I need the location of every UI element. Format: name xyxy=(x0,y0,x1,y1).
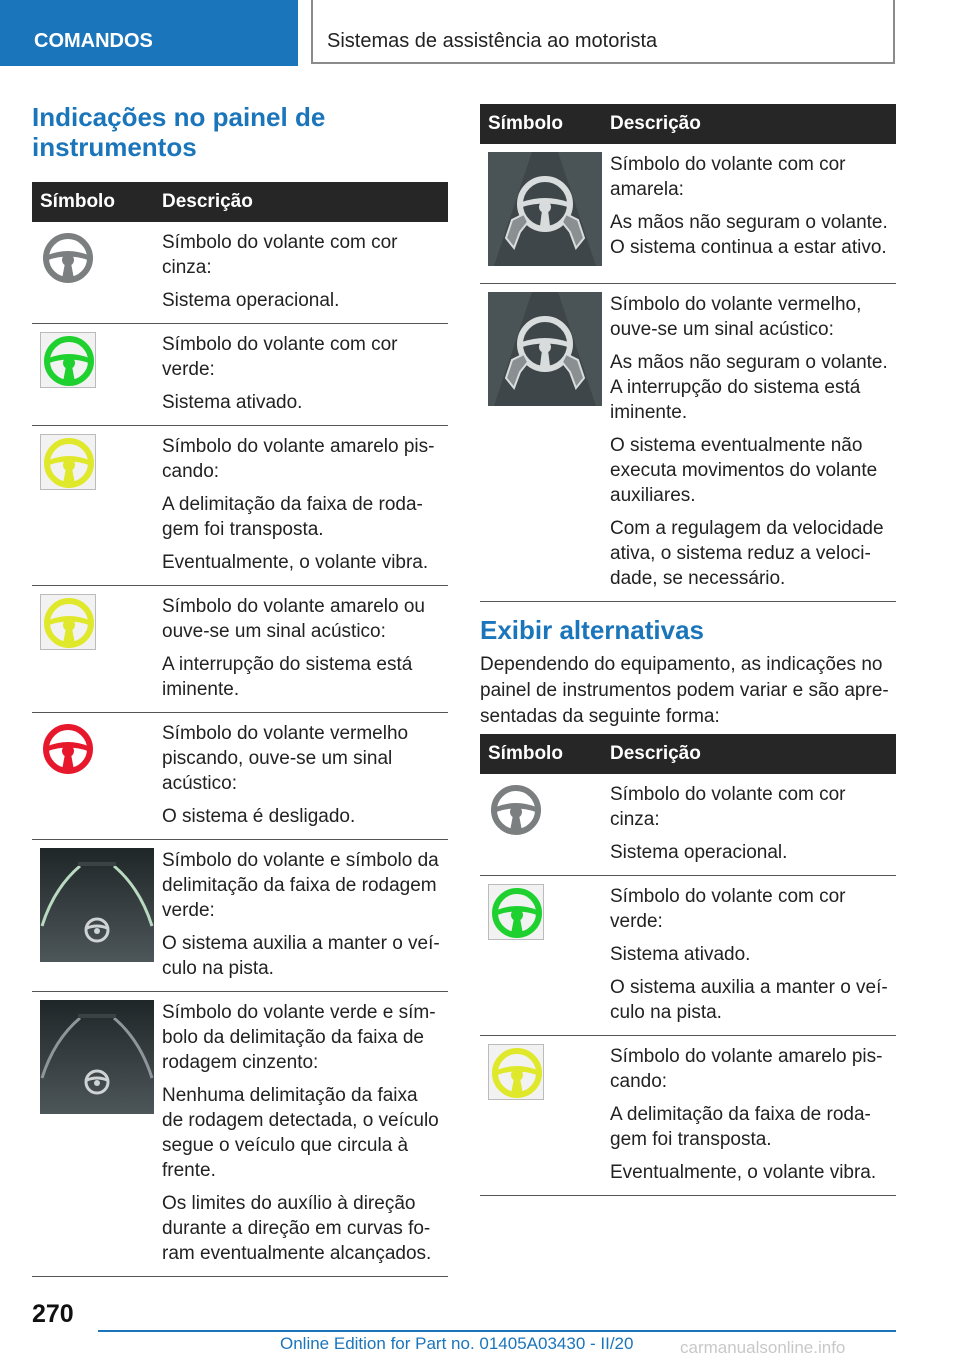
description-paragraph: Sistema ativado. xyxy=(610,944,751,965)
description-cell xyxy=(154,222,448,324)
steering-wheel-yellow-icon xyxy=(40,594,96,650)
intro-paragraph: Dependendo do equipamento, as indicações no painel de instrumentos podem variar e são apre-sentadas da seguinte forma: xyxy=(480,654,889,727)
description-paragraph: Símbolo do volante e símbolo da delimitação da faixa de rodagem verde: xyxy=(162,850,439,921)
table-row xyxy=(32,324,448,426)
description-cell xyxy=(602,876,896,1036)
description-cell xyxy=(602,284,896,602)
table-header-row xyxy=(32,182,448,222)
symbol-cell xyxy=(32,992,154,1277)
description-paragraph: A interrupção do sistema está iminente. xyxy=(162,654,413,700)
lane-green-steering-icon xyxy=(40,848,154,969)
symbol-cell xyxy=(480,774,602,876)
steering-wheel-yellow-flashing-icon xyxy=(40,434,96,490)
table-row xyxy=(32,426,448,586)
table-row xyxy=(32,222,448,324)
section-heading: Exibir alternativas xyxy=(480,615,704,645)
description-cell xyxy=(154,840,448,992)
description-paragraph: A delimitação da faixa de roda-gem foi transposta. xyxy=(162,494,423,540)
description-paragraph: Símbolo do volante com cor verde: xyxy=(610,886,846,932)
description-paragraph: Sistema operacional. xyxy=(162,290,340,311)
description-paragraph: Símbolo do volante verde e sím-bolo da delimitação da faixa de rodagem cinzento: xyxy=(162,1002,436,1073)
column-header-description: Descrição xyxy=(602,734,896,774)
description-cell xyxy=(154,992,448,1277)
symbol-table-hands-off xyxy=(480,104,896,602)
description-paragraph: Eventualmente, o volante vibra. xyxy=(610,1162,877,1183)
footer-divider xyxy=(98,1330,896,1332)
column-header-description: Descrição xyxy=(154,182,448,222)
column-header-symbol: Símbolo xyxy=(32,182,154,222)
description-paragraph: Símbolo do volante com cor amarela: xyxy=(610,154,846,200)
symbol-cell xyxy=(480,144,602,284)
symbol-cell xyxy=(480,1036,602,1196)
hands-off-red-icon xyxy=(488,292,602,413)
column-header-symbol: Símbolo xyxy=(480,734,602,774)
description-paragraph: O sistema é desligado. xyxy=(162,806,356,827)
description-paragraph: O sistema eventualmente não executa movimentos do volante auxiliares. xyxy=(610,435,878,506)
table-row xyxy=(480,774,896,876)
description-paragraph: Símbolo do volante amarelo pis-cando: xyxy=(610,1046,883,1092)
symbol-cell xyxy=(480,284,602,602)
page-title: Indicações no painel de instrumentos xyxy=(32,102,326,162)
description-cell xyxy=(602,774,896,876)
table-row xyxy=(32,586,448,713)
description-paragraph: Símbolo do volante com cor cinza: xyxy=(162,232,398,278)
description-paragraph: Nenhuma delimitação da faixa de rodagem detectada, o veículo segue o veículo que circula à frente. xyxy=(162,1085,439,1181)
description-paragraph: Símbolo do volante amarelo ou ouve-se um sinal acústico: xyxy=(162,596,425,642)
steering-wheel-red-icon xyxy=(40,721,96,777)
description-paragraph: Símbolo do volante com cor cinza: xyxy=(610,784,846,830)
symbol-cell xyxy=(32,840,154,992)
steering-wheel-green-icon xyxy=(40,332,96,388)
steering-wheel-yellow-flashing-icon xyxy=(488,1044,544,1100)
description-cell xyxy=(602,144,896,284)
description-paragraph: O sistema auxilia a manter o veí-culo na pista. xyxy=(610,977,888,1023)
page-number: 270 xyxy=(32,1300,74,1328)
lane-gray-steering-icon xyxy=(40,1000,154,1121)
symbol-cell xyxy=(32,586,154,713)
chapter-title: Sistemas de assistência ao motorista xyxy=(311,0,895,64)
steering-wheel-gray-icon xyxy=(40,230,96,286)
symbol-cell xyxy=(32,426,154,586)
table-row xyxy=(32,992,448,1277)
description-paragraph: As mãos não seguram o volante. A interrupção do sistema está iminente. xyxy=(610,352,888,423)
description-paragraph: Sistema operacional. xyxy=(610,842,788,863)
description-cell xyxy=(154,426,448,586)
table-row xyxy=(480,1036,896,1196)
symbol-cell xyxy=(32,222,154,324)
section-tab: COMANDOS xyxy=(0,0,298,66)
description-cell xyxy=(154,324,448,426)
table-row xyxy=(480,284,896,602)
symbol-cell xyxy=(32,713,154,840)
page-header xyxy=(0,0,960,66)
table-header-row xyxy=(480,104,896,144)
symbol-cell xyxy=(480,876,602,1036)
steering-wheel-gray-icon xyxy=(488,782,544,838)
description-paragraph: Os limites do auxílio à direção durante a direção em curvas fo-ram eventualmente alcançados. xyxy=(162,1193,432,1264)
description-cell xyxy=(602,1036,896,1196)
description-paragraph: As mãos não seguram o volante. O sistema continua a estar ativo. xyxy=(610,212,888,258)
description-cell xyxy=(154,586,448,713)
column-header-symbol: Símbolo xyxy=(480,104,602,144)
description-paragraph: Com a regulagem da velocidade ativa, o sistema reduz a veloci-dade, se necessário. xyxy=(610,518,884,589)
edition-note: Online Edition for Part no. 01405A03430 - II/20 xyxy=(280,1334,634,1353)
symbol-table-alternative xyxy=(480,734,896,1196)
steering-wheel-green-icon xyxy=(488,884,544,940)
symbol-cell xyxy=(32,324,154,426)
table-header-row xyxy=(480,734,896,774)
column-header-description: Descrição xyxy=(602,104,896,144)
table-row xyxy=(32,713,448,840)
table-row xyxy=(480,144,896,284)
hands-off-yellow-icon xyxy=(488,152,602,273)
description-paragraph: Símbolo do volante vermelho piscando, ouve-se um sinal acústico: xyxy=(162,723,409,794)
table-row xyxy=(32,840,448,992)
description-paragraph: A delimitação da faixa de roda-gem foi transposta. xyxy=(610,1104,871,1150)
description-paragraph: Símbolo do volante com cor verde: xyxy=(162,334,398,380)
description-paragraph: O sistema auxilia a manter o veí-culo na pista. xyxy=(162,933,440,979)
description-paragraph: Sistema ativado. xyxy=(162,392,303,413)
description-cell xyxy=(154,713,448,840)
description-paragraph: Símbolo do volante vermelho, ouve-se um sinal acústico: xyxy=(610,294,862,340)
table-row xyxy=(480,876,896,1036)
symbol-table-main xyxy=(32,182,448,1277)
description-paragraph: Eventualmente, o volante vibra. xyxy=(162,552,429,573)
description-paragraph: Símbolo do volante amarelo pis-cando: xyxy=(162,436,435,482)
watermark: carmanualsonline.info xyxy=(680,1338,846,1357)
